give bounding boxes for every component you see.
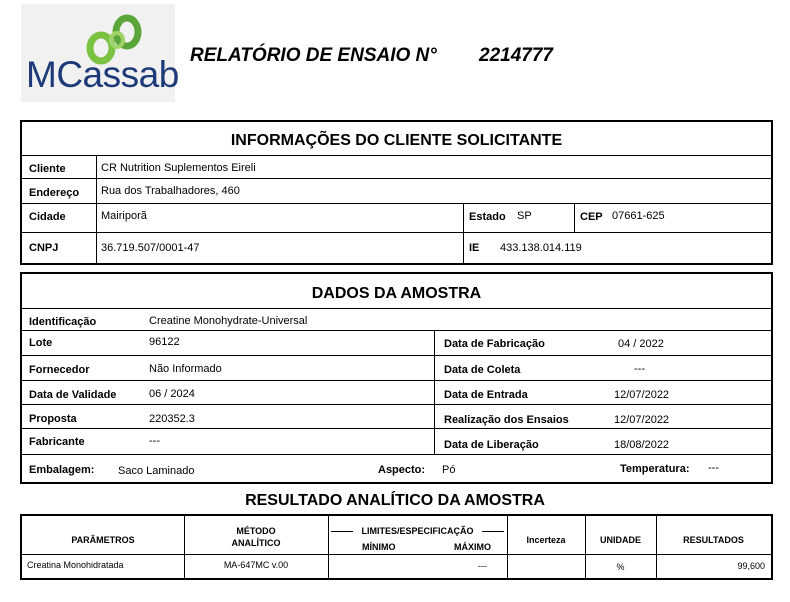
row-parametro: Creatina Monohidratada [27, 560, 124, 570]
proposta-value: 220352.3 [149, 413, 195, 425]
estado-value: SP [517, 210, 532, 222]
row-metodo: MA-647MC v.00 [223, 560, 289, 570]
cnpj-value: 36.719.507/0001-47 [101, 242, 200, 254]
col-header-parametros: PARÂMETROS [71, 535, 135, 545]
divider [22, 428, 771, 429]
identificacao-label: Identificação [29, 316, 97, 328]
divider [463, 203, 464, 265]
col-header-unidade: UNIDADE [599, 535, 641, 545]
col-header-metodo-line2: ANALÍTICO [231, 538, 281, 548]
col-header-maximo: MÁXIMO [454, 542, 491, 552]
divider [96, 155, 97, 265]
lote-value: 96122 [149, 336, 180, 348]
divider [574, 203, 575, 232]
cliente-label: Cliente [29, 163, 66, 175]
col-header-incerteza: Incerteza [526, 535, 566, 545]
company-logo [21, 4, 179, 102]
estado-label: Estado [469, 211, 506, 223]
report-title: RELATÓRIO DE ENSAIO N° [190, 45, 437, 66]
aspecto-value: Pó [442, 464, 456, 476]
results-table [20, 514, 773, 580]
row-resultado: 99,600 [737, 561, 765, 571]
report-number: 2214777 [479, 45, 553, 66]
divider [434, 330, 435, 454]
endereco-value: Rua dos Trabalhadores, 460 [101, 185, 240, 197]
fornecedor-value: Não Informado [149, 363, 222, 375]
temperatura-value: --- [708, 462, 719, 474]
entrada-label: Data de Entrada [444, 389, 528, 401]
divider [22, 330, 771, 331]
divider [22, 155, 771, 156]
divider [22, 355, 771, 356]
liberacao-label: Data de Liberação [444, 439, 539, 451]
temperatura-label: Temperatura: [620, 463, 690, 475]
cidade-value: Mairiporã [101, 210, 147, 222]
divider [22, 554, 771, 555]
divider [22, 404, 771, 405]
col-header-minimo: MÍNIMO [362, 542, 396, 552]
cidade-label: Cidade [29, 211, 66, 223]
col-header-limites: LIMITES/ESPECIFICAÇÃO [361, 526, 474, 536]
col-header-resultados: RESULTADOS [683, 535, 744, 545]
row-maximo: --- [478, 561, 487, 571]
client-info-section [20, 120, 773, 265]
fornecedor-label: Fornecedor [29, 364, 90, 376]
sample-data-section [20, 272, 773, 484]
cep-label: CEP [580, 211, 603, 223]
identificacao-value: Creatine Monohydrate-Universal [149, 315, 308, 327]
realizacao-value: 12/07/2022 [614, 414, 670, 426]
entrada-value: 12/07/2022 [614, 389, 670, 401]
fabricante-label: Fabricante [29, 436, 85, 448]
results-title: RESULTADO ANALÍTICO DA AMOSTRA [245, 492, 545, 509]
cliente-value: CR Nutrition Suplementos Eireli [101, 162, 256, 174]
ie-value: 433.138.014.119 [500, 242, 582, 254]
logo-wordmark: MCassab [26, 54, 179, 95]
divider [22, 454, 771, 455]
cep-value: 07661-625 [612, 210, 665, 222]
validade-value: 06 / 2024 [149, 388, 195, 400]
embalagem-value: Saco Laminado [118, 465, 195, 477]
divider [507, 516, 508, 578]
client-section-title: INFORMAÇÕES DO CLIENTE SOLICITANTE [230, 132, 563, 149]
col-header-metodo-line1: MÉTODO [236, 526, 276, 536]
divider [22, 203, 771, 204]
divider [22, 232, 771, 233]
cnpj-label: CNPJ [29, 242, 59, 254]
divider [482, 531, 504, 532]
fabricacao-value: 04 / 2022 [618, 338, 664, 350]
coleta-label: Data de Coleta [444, 364, 521, 376]
sample-section-title: DADOS DA AMOSTRA [311, 285, 482, 302]
embalagem-label: Embalagem: [29, 464, 95, 476]
coleta-value: --- [634, 363, 645, 375]
divider [22, 380, 771, 381]
realizacao-label: Realização dos Ensaios [444, 414, 569, 426]
lote-label: Lote [29, 337, 53, 349]
liberacao-value: 18/08/2022 [614, 439, 670, 451]
divider [22, 308, 771, 309]
ie-label: IE [469, 242, 480, 254]
row-unidade: % [616, 562, 625, 572]
aspecto-label: Aspecto: [378, 464, 426, 476]
fabricacao-label: Data de Fabricação [444, 338, 545, 350]
endereco-label: Endereço [29, 187, 80, 199]
validade-label: Data de Validade [29, 389, 117, 401]
proposta-label: Proposta [29, 413, 77, 425]
fabricante-value: --- [149, 435, 160, 447]
divider [22, 178, 771, 179]
